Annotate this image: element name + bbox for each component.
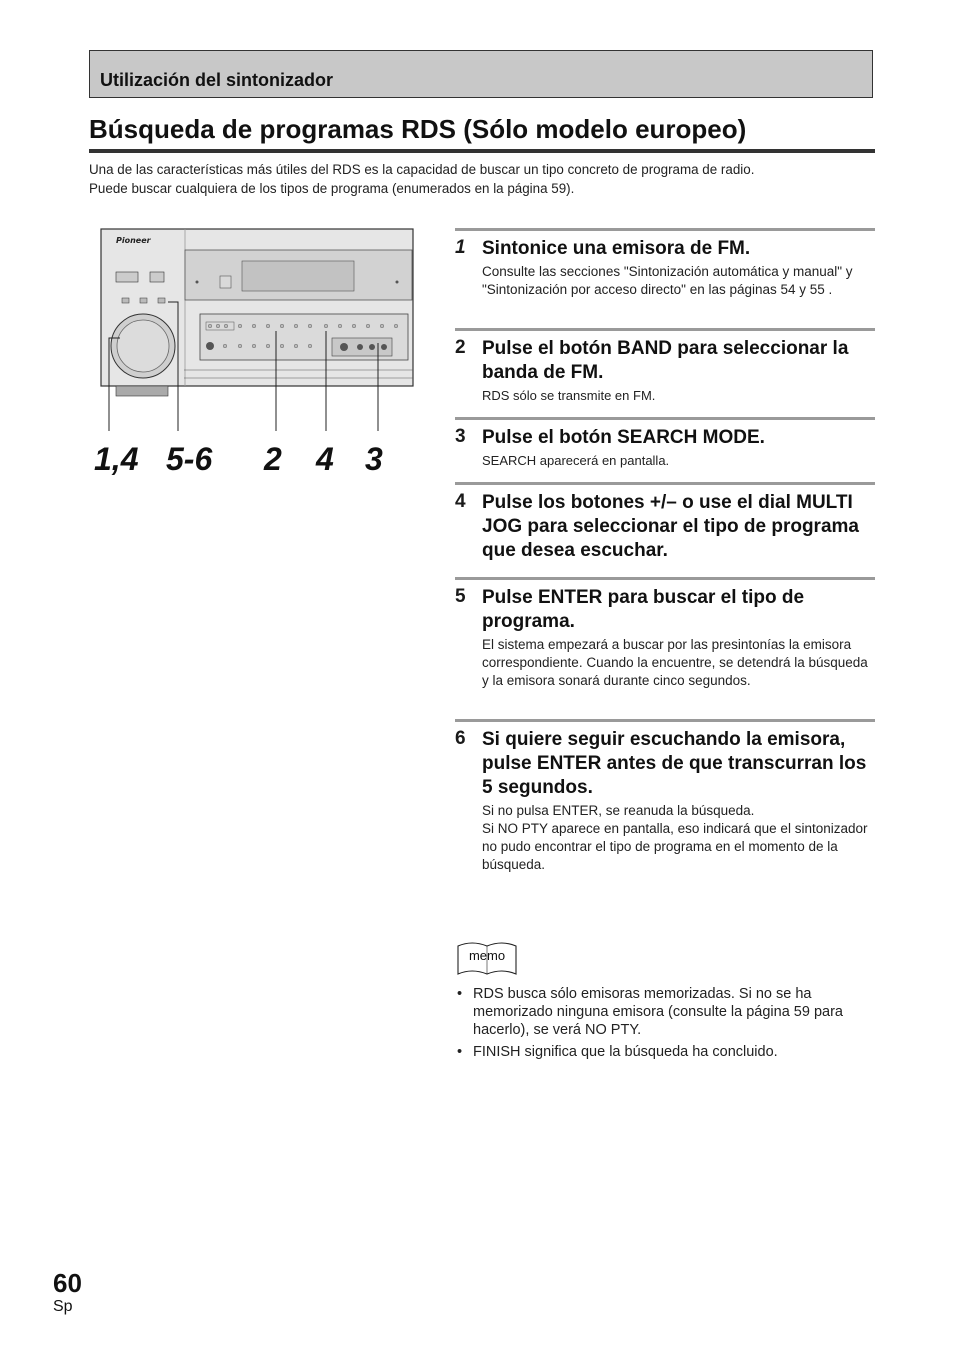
dimmer-button[interactable]: [150, 272, 164, 282]
step-body: [482, 636, 875, 690]
callout-1-4: 1,4: [94, 441, 139, 477]
step-title: Pulse el botón BAND para seleccionar la banda de FM.: [482, 338, 849, 383]
step-title: Pulse ENTER para buscar el tipo de programa.: [482, 587, 805, 632]
intro-line-2: Puede buscar cualquiera de los tipos de programa (enumerados en la página 59).: [89, 181, 575, 196]
step-title: Pulse los botones +/– o use el dial MULTI JOG para seleccionar el tipo de programa que desea escuchar.: [482, 492, 859, 561]
step-title: Pulse el botón SEARCH MODE.: [482, 427, 765, 448]
callout-3: 3: [365, 441, 383, 477]
step-number: 3: [455, 426, 466, 447]
step-title: Si quiere seguir escuchando la emisora, pulse ENTER antes de que transcurran los 5 segundos.: [482, 729, 867, 798]
section-header-text: Utilización del sintonizador: [100, 70, 334, 90]
intro-line-1: Una de las características más útiles del RDS es la capacidad de buscar un tipo concreto de programa de radio.: [89, 162, 755, 177]
memo-icon: [456, 940, 518, 978]
step-rule: [455, 328, 875, 331]
step-rule: [455, 417, 875, 420]
step-body-text: Si no pulsa ENTER, se reanuda la búsqueda.: [482, 803, 755, 818]
memo-item-text: FINISH significa que la búsqueda ha concluido.: [473, 1044, 778, 1060]
brand-logo: Pioneer: [116, 236, 151, 245]
step-body-text: RDS sólo se transmite en FM.: [482, 388, 656, 403]
memo-item-text: RDS busca sólo emisoras memorizadas. Si no se ha memorizado ninguna emisora (consulte la página 59 para hacerlo), se verá NO PTY.: [473, 986, 843, 1038]
step-body: [482, 387, 875, 405]
step-number: 4: [455, 491, 466, 512]
step-body-text: El sistema empezará a buscar por las presintonías la emisora correspondiente. Cuando la encuentre, se detendrá la búsqueda y la emisora sonará durante cinco segundos.: [482, 637, 868, 688]
callout-4: 4: [316, 441, 334, 477]
step-title: Sintonice una emisora de FM.: [482, 238, 751, 259]
step-number: 2: [455, 337, 466, 358]
step-6: [455, 719, 875, 874]
page-title: Búsqueda de programas RDS (Sólo modelo europeo): [89, 114, 747, 144]
step-1: [455, 228, 875, 299]
standby-button[interactable]: [116, 272, 138, 282]
multi-jog-dial[interactable]: [117, 320, 169, 372]
step-2: [455, 328, 875, 405]
step-body-text: SEARCH aparecerá en pantalla.: [482, 453, 670, 468]
memo-list: [455, 985, 875, 1065]
callout-5-6: 5-6: [166, 441, 213, 477]
receiver-front-panel-illustration: [94, 228, 420, 483]
step-number: 5: [455, 586, 466, 607]
step-5: [455, 577, 875, 690]
memo-item: • RDS busca sólo emisoras memorizadas. Si no se ha memorizado ninguna emisora (consulte la página 59 para hacerlo), se verá NO PTY.: [457, 986, 843, 1038]
page-number: 60: [53, 1268, 82, 1298]
step-body: [482, 802, 875, 874]
step-body: [482, 263, 875, 299]
step-4: [455, 482, 875, 563]
step-rule: [455, 228, 875, 231]
step-number: 6: [455, 728, 466, 749]
step-rule: [455, 482, 875, 485]
callout-2: 2: [264, 441, 282, 477]
intro-paragraph: [89, 160, 879, 198]
step-3: [455, 417, 875, 470]
memo-label: memo: [468, 948, 506, 963]
title-rule: [89, 149, 875, 153]
step-body-text: Si NO PTY aparece en pantalla, eso indicará que el sintonizador no pudo encontrar el tipo de programa en el momento de la búsqueda.: [482, 821, 868, 872]
memo-item: • FINISH significa que la búsqueda ha concluido.: [457, 1044, 778, 1060]
section-header: [89, 50, 873, 98]
step-body-text: Consulte las secciones "Sintonización automática y manual" y "Sintonización por acceso directo" en las páginas 54 y 55 .: [482, 264, 853, 297]
step-number: 1: [455, 237, 466, 258]
step-rule: [455, 577, 875, 580]
step-rule: [455, 719, 875, 722]
page-language: Sp: [53, 1298, 73, 1315]
step-body: [482, 452, 875, 470]
